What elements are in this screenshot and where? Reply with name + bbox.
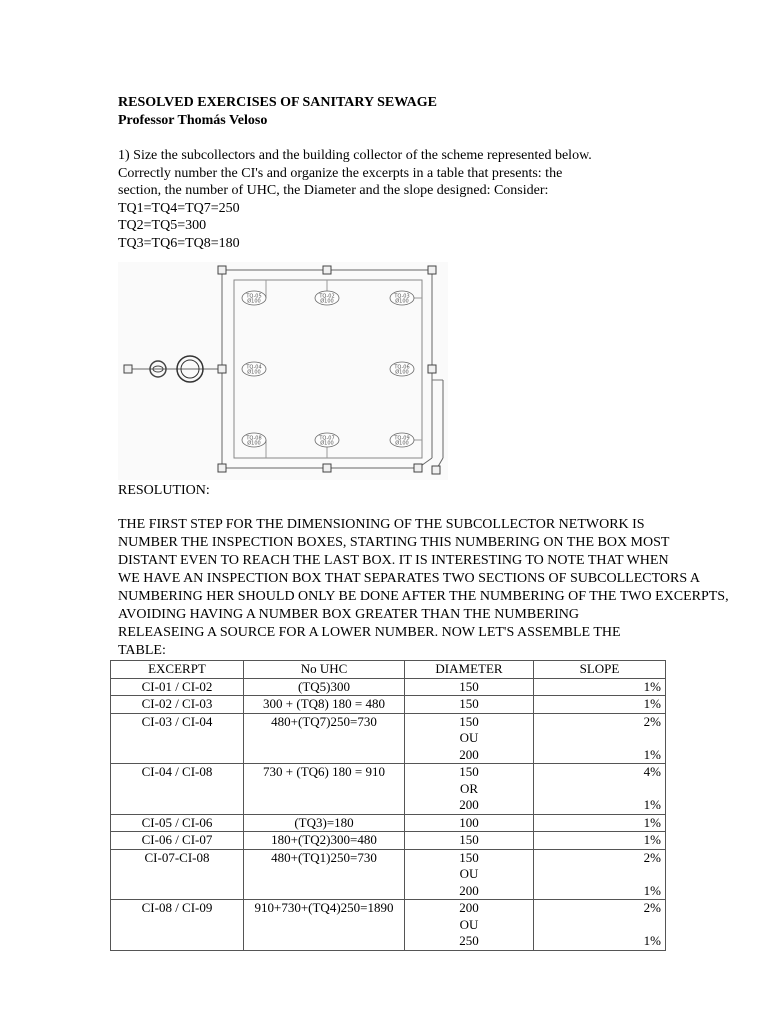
resolution-text-line: NUMBERING HER SHOULD ONLY BE DONE AFTER THE NUMBERING OF THE TWO EXCERPTS, bbox=[118, 589, 729, 604]
slope-value: 2% bbox=[643, 713, 661, 729]
cell-uhc: (TQ3)=180 bbox=[244, 814, 405, 832]
cell-excerpt: CI-06 / CI-07 bbox=[111, 832, 244, 850]
slope-value: 1% bbox=[643, 933, 661, 948]
diameter-value: 100 bbox=[459, 814, 479, 830]
cell-excerpt: CI-03 / CI-04 bbox=[111, 713, 244, 764]
tank-code: TQ-03 bbox=[394, 293, 410, 300]
cell-uhc: 480+(TQ7)250=730 bbox=[244, 713, 405, 764]
cell-slope bbox=[534, 678, 666, 696]
table-row bbox=[111, 832, 666, 850]
tank-code: TQ-09 bbox=[394, 435, 410, 442]
table-row bbox=[111, 849, 666, 900]
diameter-value: 200 bbox=[459, 797, 479, 812]
tank-code: TQ-04 bbox=[246, 364, 262, 371]
cell-diameter bbox=[405, 849, 534, 900]
resolution-heading: RESOLUTION: bbox=[118, 483, 210, 498]
diameter-value: 200 bbox=[459, 746, 479, 762]
diameter-value: 150 bbox=[459, 764, 479, 779]
diameter-value: OU bbox=[459, 730, 479, 745]
cell-uhc: (TQ5)300 bbox=[244, 678, 405, 696]
cell-uhc: 730 + (TQ6) 180 = 910 bbox=[244, 764, 405, 815]
diameter-value: 200 bbox=[459, 900, 479, 915]
column-header-slope: SLOPE bbox=[534, 661, 666, 679]
slope-value: 1% bbox=[643, 678, 661, 694]
cell-slope bbox=[534, 713, 666, 764]
tank-code: TQ-07 bbox=[319, 435, 335, 442]
tank-diameter: Ø100 bbox=[247, 298, 261, 305]
author-line: Professor Thomás Veloso bbox=[118, 113, 268, 128]
resolution-text-line: TABLE: bbox=[118, 643, 166, 658]
cell-slope bbox=[534, 696, 666, 714]
exercise-text-line: Correctly number the CI's and organize the excerpts in a table that presents: the bbox=[118, 165, 563, 181]
septic-tank-icon bbox=[242, 362, 266, 376]
cell-slope bbox=[534, 832, 666, 850]
cell-diameter bbox=[405, 713, 534, 764]
cell-slope bbox=[534, 849, 666, 900]
inspection-box bbox=[414, 464, 422, 472]
tank-diameter: Ø100 bbox=[395, 369, 409, 376]
table-row bbox=[111, 900, 666, 951]
resolution-text-line: WE HAVE AN INSPECTION BOX THAT SEPARATES TWO SECTIONS OF SUBCOLLECTORS A bbox=[118, 571, 700, 586]
cell-uhc: 480+(TQ1)250=730 bbox=[244, 849, 405, 900]
cell-slope bbox=[534, 764, 666, 815]
septic-tank-icon bbox=[315, 433, 339, 447]
cell-excerpt: CI-01 / CI-02 bbox=[111, 678, 244, 696]
septic-tank-icon bbox=[242, 291, 266, 305]
tank-diameter: Ø100 bbox=[320, 298, 334, 305]
slope-value: 4% bbox=[643, 764, 661, 779]
tank-code: TQ-05 bbox=[246, 293, 262, 300]
cell-uhc: 180+(TQ2)300=480 bbox=[244, 832, 405, 850]
tank-diameter: Ø100 bbox=[247, 440, 261, 447]
table-row bbox=[111, 713, 666, 764]
table-row bbox=[111, 696, 666, 714]
table-row bbox=[111, 678, 666, 696]
document-title: RESOLVED EXERCISES OF SANITARY SEWAGE bbox=[118, 95, 438, 110]
tank-code: TQ-02 bbox=[319, 293, 335, 300]
slope-value: 1% bbox=[643, 696, 661, 711]
tank-diameter: Ø100 bbox=[247, 369, 261, 376]
cell-uhc: 910+730+(TQ4)250=1890 bbox=[244, 900, 405, 951]
septic-tank-icon bbox=[315, 291, 339, 305]
resolution-text-line: THE FIRST STEP FOR THE DIMENSIONING OF THE SUBCOLLECTOR NETWORK IS bbox=[118, 517, 645, 532]
resolution-text-line: NUMBER THE INSPECTION BOXES, STARTING THIS NUMBERING ON THE BOX MOST bbox=[118, 535, 670, 550]
slope-value: 1% bbox=[643, 814, 661, 830]
diameter-value: 150 bbox=[459, 713, 479, 729]
diameter-value: 150 bbox=[459, 678, 479, 694]
cell-excerpt: CI-07-CI-08 bbox=[111, 849, 244, 900]
inspection-box bbox=[218, 464, 226, 472]
inspection-box bbox=[323, 464, 331, 472]
slope-value: 1% bbox=[643, 882, 661, 898]
exercise-tq-line: TQ3=TQ6=TQ8=180 bbox=[118, 235, 240, 251]
slope-value: 1% bbox=[643, 797, 661, 812]
diameter-value: 250 bbox=[459, 933, 479, 948]
inspection-box bbox=[124, 365, 132, 373]
diameter-value: OR bbox=[459, 780, 479, 796]
inspection-box bbox=[218, 365, 226, 373]
diameter-value: 200 bbox=[459, 882, 479, 898]
exercise-text-line: section, the number of UHC, the Diameter and the slope designed: Consider: bbox=[118, 183, 549, 198]
exercise-text-line: 1) Size the subcollectors and the building collector of the scheme represented below. bbox=[118, 148, 592, 163]
cell-diameter bbox=[405, 832, 534, 850]
column-header-excerpt: EXCERPT bbox=[111, 661, 244, 679]
diameter-value: 150 bbox=[459, 832, 479, 847]
slope-value: 2% bbox=[643, 900, 661, 915]
inspection-box bbox=[432, 466, 440, 474]
slope-value bbox=[538, 730, 661, 747]
slope-value: 1% bbox=[643, 746, 661, 762]
septic-tank-icon bbox=[390, 291, 414, 305]
septic-tank-icon bbox=[242, 433, 266, 447]
septic-tank-icon bbox=[390, 362, 414, 376]
tank-diameter: Ø100 bbox=[320, 440, 334, 447]
exercise-tq-line: TQ1=TQ4=TQ7=250 bbox=[118, 200, 240, 216]
column-header-uhc: No UHC bbox=[244, 661, 405, 679]
cell-slope bbox=[534, 900, 666, 951]
inspection-box bbox=[428, 365, 436, 373]
slope-value: 2% bbox=[643, 849, 661, 865]
inspection-box bbox=[323, 266, 331, 274]
inspection-box bbox=[218, 266, 226, 274]
cell-diameter bbox=[405, 900, 534, 951]
tank-code: TQ-08 bbox=[246, 435, 262, 442]
slope-value bbox=[538, 781, 661, 798]
cell-diameter bbox=[405, 814, 534, 832]
diameter-value: OU bbox=[459, 916, 479, 932]
cell-diameter bbox=[405, 764, 534, 815]
diameter-value: 150 bbox=[459, 849, 479, 865]
excerpt-table bbox=[110, 660, 666, 951]
tank-diameter: Ø100 bbox=[395, 440, 409, 447]
cell-uhc: 300 + (TQ8) 180 = 480 bbox=[244, 696, 405, 714]
resolution-text-line: DISTANT EVEN TO REACH THE LAST BOX. IT IS INTERESTING TO NOTE THAT WHEN bbox=[118, 553, 669, 568]
cell-slope bbox=[534, 814, 666, 832]
cell-diameter bbox=[405, 696, 534, 714]
slope-value bbox=[538, 866, 661, 883]
resolution-text-line: AVOIDING HAVING A NUMBER BOX GREATER THAN THE NUMBERING bbox=[118, 607, 579, 622]
diameter-value: 150 bbox=[459, 696, 479, 711]
diameter-value: OU bbox=[459, 866, 479, 881]
table-row bbox=[111, 764, 666, 815]
cell-excerpt: CI-04 / CI-08 bbox=[111, 764, 244, 815]
cell-diameter bbox=[405, 678, 534, 696]
septic-tank-icon bbox=[390, 433, 414, 447]
table-row bbox=[111, 814, 666, 832]
exercise-tq-line: TQ2=TQ5=300 bbox=[118, 218, 207, 233]
slope-value: 1% bbox=[643, 832, 661, 847]
tank-diameter: Ø100 bbox=[395, 298, 409, 305]
table-header-row bbox=[111, 661, 666, 679]
cell-excerpt: CI-08 / CI-09 bbox=[111, 900, 244, 951]
cell-excerpt: CI-02 / CI-03 bbox=[111, 696, 244, 714]
sewage-scheme-diagram bbox=[118, 262, 448, 480]
column-header-diameter: DIAMETER bbox=[405, 661, 534, 679]
inspection-box bbox=[428, 266, 436, 274]
tank-code: TQ-06 bbox=[394, 364, 410, 371]
cell-excerpt: CI-05 / CI-06 bbox=[111, 814, 244, 832]
resolution-text-line: RELEASEING A SOURCE FOR A LOWER NUMBER. NOW LET'S ASSEMBLE THE bbox=[118, 625, 621, 640]
slope-value bbox=[538, 917, 661, 934]
